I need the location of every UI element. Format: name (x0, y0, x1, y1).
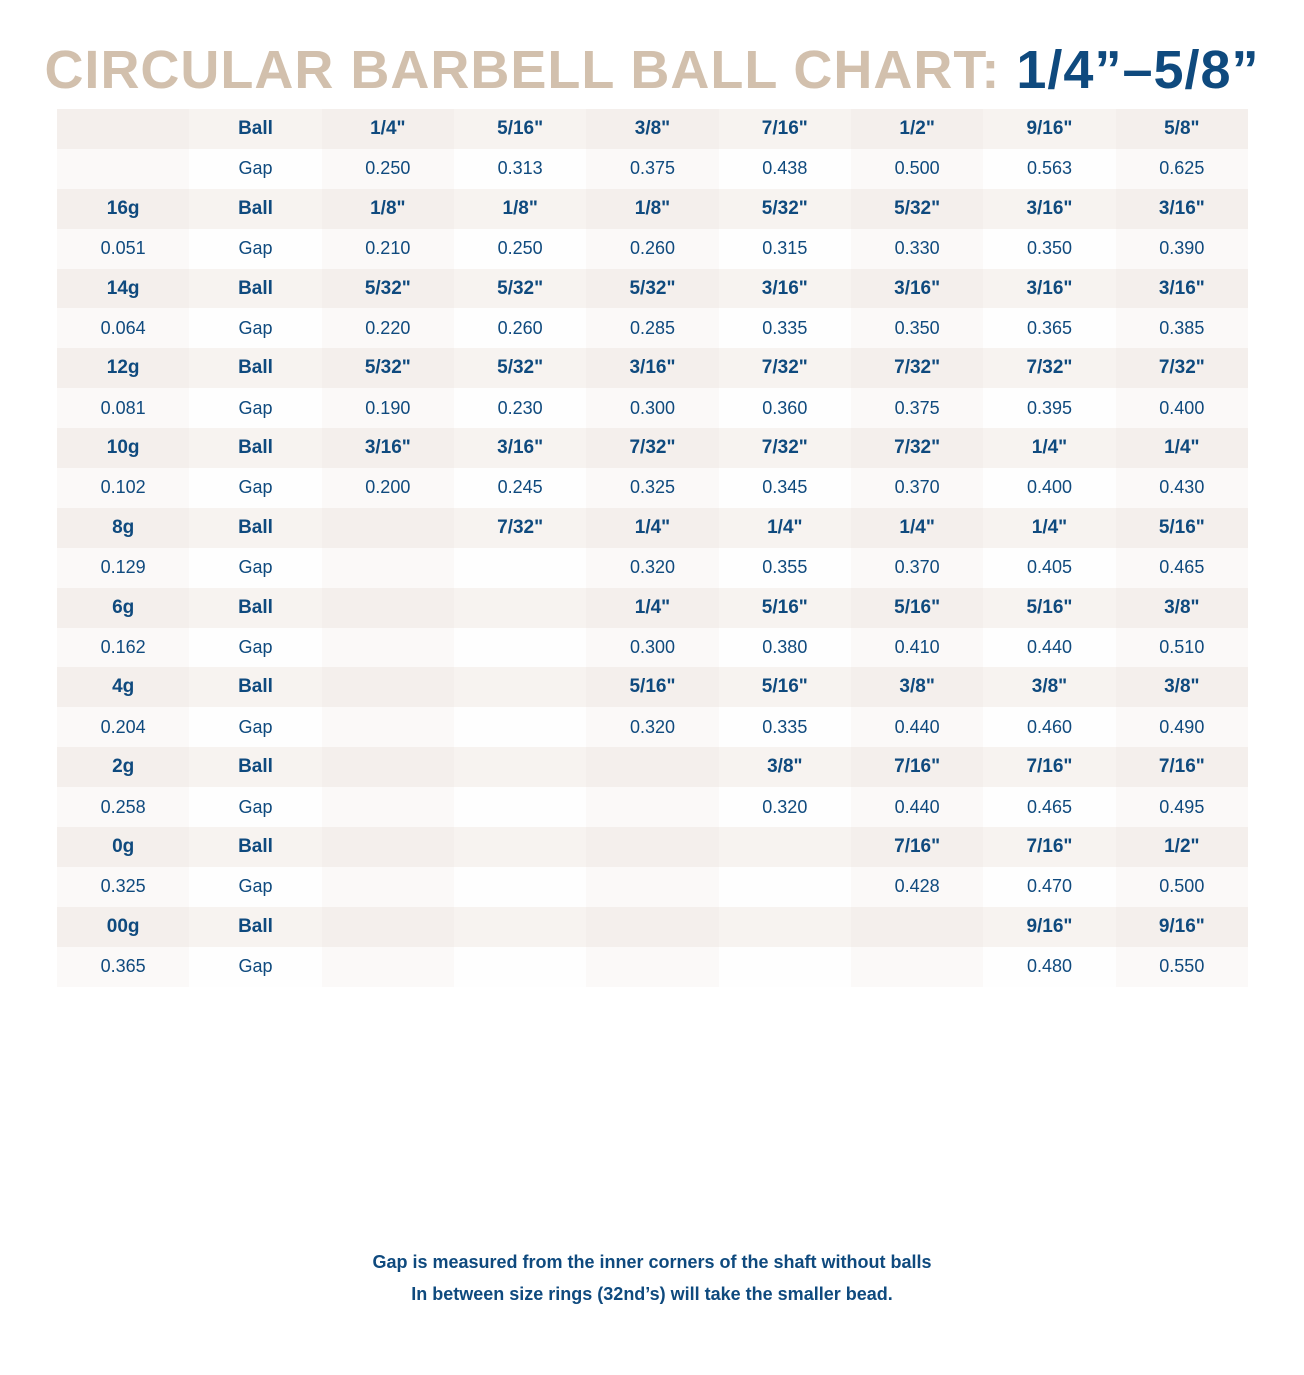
row-label-ball: Ball (189, 269, 321, 309)
gauge-gap-row (57, 468, 1248, 508)
gap-value-cell: 0.335 (719, 308, 851, 348)
gap-value-cell: 0.350 (851, 308, 983, 348)
gap-header: 0.500 (851, 149, 983, 189)
gap-value-cell: 0.480 (983, 947, 1115, 987)
row-label-gap: Gap (189, 947, 321, 987)
gauge-ball-row (57, 907, 1248, 947)
barbell-ball-chart-table (57, 109, 1248, 987)
ball-size-cell: 7/32" (719, 428, 851, 468)
gap-value-cell: 0.500 (1116, 867, 1248, 907)
gap-value-cell: 0.440 (851, 787, 983, 827)
gap-value-cell: 0.260 (454, 308, 586, 348)
ball-size-cell: 5/32" (851, 189, 983, 229)
gauge-label: 16g (57, 189, 189, 229)
row-label-ball: Ball (189, 109, 321, 149)
ball-size-cell: 3/8" (983, 667, 1115, 707)
row-label-ball: Ball (189, 747, 321, 787)
row-label-gap: Gap (189, 787, 321, 827)
gap-value-cell: 0.395 (983, 388, 1115, 428)
gauge-label: 6g (57, 588, 189, 628)
gap-value-cell: 0.320 (719, 787, 851, 827)
row-label-gap: Gap (189, 468, 321, 508)
gap-value-cell: 0.210 (322, 229, 454, 269)
gauge-ball-row (57, 189, 1248, 229)
ball-size-cell (322, 588, 454, 628)
gap-value-cell: 0.375 (851, 388, 983, 428)
gap-value-cell: 0.200 (322, 468, 454, 508)
ball-size-header: 5/16" (454, 109, 586, 149)
gap-value-cell: 0.390 (1116, 229, 1248, 269)
ball-size-cell: 1/4" (719, 508, 851, 548)
ball-size-cell: 1/4" (851, 508, 983, 548)
gauge-thickness: 0.102 (57, 468, 189, 508)
footnote-gap-measurement: Gap is measured from the inner corners of the shaft without balls (372, 1252, 932, 1272)
ball-size-header: 3/8" (586, 109, 718, 149)
ball-size-header: 9/16" (983, 109, 1115, 149)
gap-value-cell (322, 867, 454, 907)
ball-size-cell: 9/16" (983, 907, 1115, 947)
ball-size-cell (454, 827, 586, 867)
gauge-label: 2g (57, 747, 189, 787)
gap-value-cell: 0.335 (719, 707, 851, 747)
gauge-gap-row (57, 628, 1248, 668)
gap-value-cell: 0.440 (983, 628, 1115, 668)
gauge-thickness: 0.081 (57, 388, 189, 428)
gap-value-cell: 0.380 (719, 628, 851, 668)
gap-value-cell: 0.320 (586, 548, 718, 588)
gap-value-cell: 0.360 (719, 388, 851, 428)
ball-size-cell: 5/32" (322, 269, 454, 309)
header-gap-row (57, 149, 1248, 189)
ball-size-cell: 3/8" (851, 667, 983, 707)
ball-size-cell: 3/16" (586, 348, 718, 388)
ball-size-cell: 5/16" (983, 588, 1115, 628)
gap-value-cell: 0.430 (1116, 468, 1248, 508)
gap-value-cell: 0.385 (1116, 308, 1248, 348)
gap-value-cell: 0.440 (851, 707, 983, 747)
row-label-ball: Ball (189, 827, 321, 867)
header-thickness-cell (57, 149, 189, 189)
ball-size-cell: 3/16" (851, 269, 983, 309)
title-range: 1/4”–5/8” (1016, 40, 1260, 100)
ball-size-cell: 7/32" (851, 348, 983, 388)
ball-size-cell: 1/4" (586, 588, 718, 628)
gap-value-cell (719, 867, 851, 907)
gauge-ball-row (57, 508, 1248, 548)
gap-header: 0.250 (322, 149, 454, 189)
ball-size-cell (454, 667, 586, 707)
gap-value-cell: 0.370 (851, 548, 983, 588)
ball-size-cell: 7/32" (851, 428, 983, 468)
ball-size-cell (586, 747, 718, 787)
row-label-gap: Gap (189, 707, 321, 747)
gap-value-cell: 0.490 (1116, 707, 1248, 747)
gap-value-cell (454, 628, 586, 668)
gap-header: 0.563 (983, 149, 1115, 189)
gap-value-cell (454, 867, 586, 907)
gauge-ball-row (57, 827, 1248, 867)
ball-size-cell: 1/4" (1116, 428, 1248, 468)
row-label-ball: Ball (189, 588, 321, 628)
ball-size-header: 1/4" (322, 109, 454, 149)
ball-size-cell: 3/16" (719, 269, 851, 309)
ball-size-header: 1/2" (851, 109, 983, 149)
gauge-label: 00g (57, 907, 189, 947)
row-label-gap: Gap (189, 149, 321, 189)
ball-size-cell (454, 907, 586, 947)
gap-value-cell: 0.315 (719, 229, 851, 269)
gauge-thickness: 0.064 (57, 308, 189, 348)
ball-size-cell: 7/16" (1116, 747, 1248, 787)
gauge-gap-row (57, 787, 1248, 827)
ball-size-cell: 5/16" (586, 667, 718, 707)
row-label-ball: Ball (189, 667, 321, 707)
gauge-label: 4g (57, 667, 189, 707)
ball-size-cell: 7/16" (983, 827, 1115, 867)
gauge-gap-row (57, 707, 1248, 747)
gauge-thickness: 0.258 (57, 787, 189, 827)
gap-value-cell: 0.400 (983, 468, 1115, 508)
gauge-thickness: 0.365 (57, 947, 189, 987)
ball-size-cell: 5/32" (586, 269, 718, 309)
ball-size-cell (454, 747, 586, 787)
gauge-thickness: 0.129 (57, 548, 189, 588)
ball-size-cell (586, 827, 718, 867)
gap-value-cell: 0.428 (851, 867, 983, 907)
ball-size-cell (322, 667, 454, 707)
ball-size-cell: 7/32" (454, 508, 586, 548)
gauge-label: 14g (57, 269, 189, 309)
ball-size-cell (454, 588, 586, 628)
gap-value-cell (322, 628, 454, 668)
row-label-ball: Ball (189, 508, 321, 548)
ball-size-header: 5/8" (1116, 109, 1248, 149)
ball-size-cell: 3/16" (983, 269, 1115, 309)
page-title (0, 38, 1304, 102)
gauge-gap-row (57, 308, 1248, 348)
gap-header: 0.625 (1116, 149, 1248, 189)
ball-size-cell: 1/4" (586, 508, 718, 548)
ball-size-cell: 3/8" (719, 747, 851, 787)
gap-header: 0.375 (586, 149, 718, 189)
ball-size-cell: 5/32" (454, 348, 586, 388)
gap-header: 0.438 (719, 149, 851, 189)
gap-value-cell: 0.550 (1116, 947, 1248, 987)
gap-value-cell: 0.470 (983, 867, 1115, 907)
gap-value-cell: 0.220 (322, 308, 454, 348)
ball-size-cell (322, 827, 454, 867)
gauge-label: 10g (57, 428, 189, 468)
gap-value-cell (719, 947, 851, 987)
ball-size-cell: 5/32" (719, 189, 851, 229)
gauge-gap-row (57, 867, 1248, 907)
row-label-ball: Ball (189, 189, 321, 229)
row-label-gap: Gap (189, 628, 321, 668)
gauge-ball-row (57, 667, 1248, 707)
row-label-gap: Gap (189, 308, 321, 348)
gauge-ball-row (57, 588, 1248, 628)
ball-size-cell: 5/16" (1116, 508, 1248, 548)
row-label-ball: Ball (189, 348, 321, 388)
gap-value-cell (454, 548, 586, 588)
ball-size-cell (322, 508, 454, 548)
gap-value-cell: 0.230 (454, 388, 586, 428)
gap-value-cell: 0.370 (851, 468, 983, 508)
gap-value-cell: 0.345 (719, 468, 851, 508)
gap-value-cell (454, 787, 586, 827)
ball-size-cell: 3/16" (983, 189, 1115, 229)
ball-size-cell: 5/16" (719, 588, 851, 628)
gap-value-cell: 0.330 (851, 229, 983, 269)
gauge-ball-row (57, 348, 1248, 388)
header-ball-row (57, 109, 1248, 149)
ball-size-cell: 7/32" (719, 348, 851, 388)
ball-size-cell: 1/4" (983, 508, 1115, 548)
ball-size-cell: 7/16" (851, 827, 983, 867)
gauge-gap-row (57, 388, 1248, 428)
gap-value-cell: 0.320 (586, 707, 718, 747)
ball-size-cell: 5/16" (719, 667, 851, 707)
ball-size-cell: 5/32" (322, 348, 454, 388)
gap-value-cell (454, 947, 586, 987)
gap-value-cell: 0.400 (1116, 388, 1248, 428)
gap-value-cell: 0.465 (1116, 548, 1248, 588)
header-gauge-cell (57, 109, 189, 149)
gap-value-cell (586, 867, 718, 907)
gap-value-cell: 0.365 (983, 308, 1115, 348)
gauge-gap-row (57, 229, 1248, 269)
gap-value-cell (586, 947, 718, 987)
ball-size-cell: 3/16" (1116, 269, 1248, 309)
ball-size-cell: 3/16" (1116, 189, 1248, 229)
gauge-ball-row (57, 269, 1248, 309)
ball-size-cell: 1/8" (322, 189, 454, 229)
ball-size-cell: 3/8" (1116, 667, 1248, 707)
gauge-label: 8g (57, 508, 189, 548)
gap-value-cell: 0.325 (586, 468, 718, 508)
gap-value-cell: 0.300 (586, 628, 718, 668)
ball-size-cell: 7/32" (586, 428, 718, 468)
gap-value-cell (851, 947, 983, 987)
ball-size-cell: 5/32" (454, 269, 586, 309)
ball-size-cell (322, 907, 454, 947)
gap-value-cell: 0.190 (322, 388, 454, 428)
gap-value-cell (322, 707, 454, 747)
ball-size-cell (719, 827, 851, 867)
gap-value-cell: 0.410 (851, 628, 983, 668)
gap-value-cell: 0.355 (719, 548, 851, 588)
gap-value-cell: 0.260 (586, 229, 718, 269)
chart-body (57, 109, 1248, 987)
ball-size-cell: 1/8" (586, 189, 718, 229)
ball-size-cell (586, 907, 718, 947)
gauge-thickness: 0.325 (57, 867, 189, 907)
gap-value-cell (322, 947, 454, 987)
gap-value-cell: 0.460 (983, 707, 1115, 747)
row-label-gap: Gap (189, 548, 321, 588)
gap-value-cell: 0.510 (1116, 628, 1248, 668)
gauge-thickness: 0.051 (57, 229, 189, 269)
gauge-label: 0g (57, 827, 189, 867)
gap-value-cell: 0.465 (983, 787, 1115, 827)
gap-value-cell: 0.245 (454, 468, 586, 508)
row-label-ball: Ball (189, 428, 321, 468)
ball-size-cell: 9/16" (1116, 907, 1248, 947)
ball-size-cell (851, 907, 983, 947)
ball-size-cell: 1/2" (1116, 827, 1248, 867)
ball-size-cell: 7/16" (983, 747, 1115, 787)
ball-size-cell: 3/16" (454, 428, 586, 468)
gauge-gap-row (57, 947, 1248, 987)
ball-size-cell: 3/8" (1116, 588, 1248, 628)
ball-size-cell: 3/16" (322, 428, 454, 468)
gauge-ball-row (57, 747, 1248, 787)
gauge-label: 12g (57, 348, 189, 388)
gap-value-cell: 0.405 (983, 548, 1115, 588)
gauge-ball-row (57, 428, 1248, 468)
gap-value-cell: 0.350 (983, 229, 1115, 269)
row-label-gap: Gap (189, 388, 321, 428)
ball-size-cell: 5/16" (851, 588, 983, 628)
ball-size-cell: 1/4" (983, 428, 1115, 468)
ball-size-cell: 1/8" (454, 189, 586, 229)
gap-value-cell (454, 707, 586, 747)
row-label-gap: Gap (189, 867, 321, 907)
ball-size-cell (322, 747, 454, 787)
footnote-in-between-sizes: In between size rings (32nd’s) will take the smaller bead. (411, 1284, 893, 1304)
ball-size-cell: 7/32" (1116, 348, 1248, 388)
gap-value-cell (322, 548, 454, 588)
gauge-thickness: 0.162 (57, 628, 189, 668)
gap-value-cell (322, 787, 454, 827)
ball-size-header: 7/16" (719, 109, 851, 149)
row-label-gap: Gap (189, 229, 321, 269)
title-main: CIRCULAR BARBELL BALL CHART: (44, 40, 1017, 100)
gauge-gap-row (57, 548, 1248, 588)
row-label-ball: Ball (189, 907, 321, 947)
ball-size-cell: 7/32" (983, 348, 1115, 388)
gap-value-cell: 0.250 (454, 229, 586, 269)
gap-value-cell: 0.300 (586, 388, 718, 428)
ball-size-cell: 7/16" (851, 747, 983, 787)
gap-value-cell: 0.495 (1116, 787, 1248, 827)
gap-value-cell: 0.285 (586, 308, 718, 348)
gap-header: 0.313 (454, 149, 586, 189)
gauge-thickness: 0.204 (57, 707, 189, 747)
ball-size-cell (719, 907, 851, 947)
gap-value-cell (586, 787, 718, 827)
